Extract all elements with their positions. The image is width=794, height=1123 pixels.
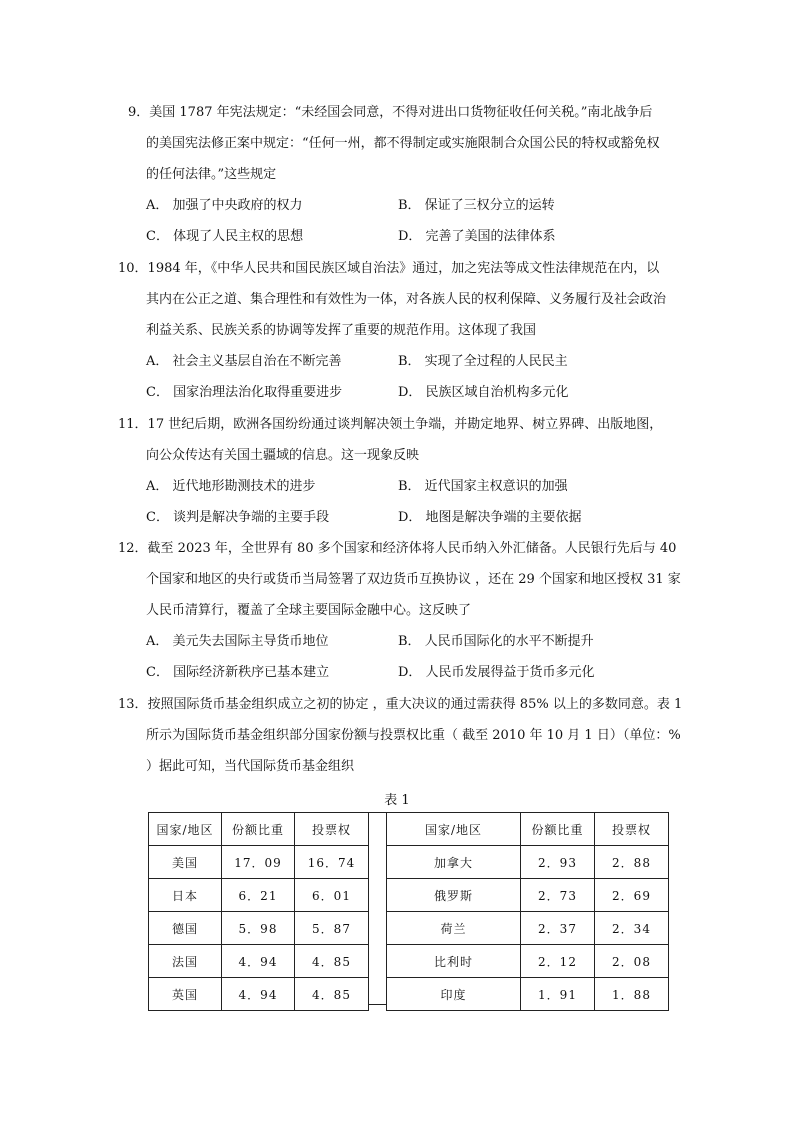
table-row: [149, 978, 369, 1011]
question-9: [118, 97, 678, 252]
quota-cell: 5．98: [222, 912, 295, 945]
country-cell: 印度: [387, 978, 521, 1011]
option-row: [118, 657, 678, 688]
table-row: [149, 879, 369, 912]
country-cell: 比利时: [387, 945, 521, 978]
vote-cell: 2．08: [595, 945, 669, 978]
vote-cell: 5．87: [295, 912, 369, 945]
question-text: 12．截至 2023 年，全世界有 80 多个国家和经济体将人民币纳入外汇储备。人民银行先后与 40: [118, 541, 677, 556]
quota-table-left: [148, 812, 369, 1011]
question-text: 向公众传达有关国土疆域的信息。这一现象反映: [146, 448, 420, 463]
option-row: [118, 221, 678, 252]
option-a: A． 社会主义基层自治在不断完善: [146, 354, 342, 369]
option-c: C． 体现了人民主权的思想: [146, 229, 304, 244]
question-text: 13．按照国际货币基金组织成立之初的协定 ，重大决议的通过需获得 85% 以上的多数同意。表 1: [118, 697, 683, 712]
table-row: [387, 912, 669, 945]
table-row: [149, 846, 369, 879]
question-text: 10．1984 年，《中华人民共和国民族区域自治法》通过，加之宪法等成文性法律规范在内，以: [118, 261, 660, 276]
header-cell: 份额比重: [222, 813, 295, 846]
option-d: D． 民族区域自治机构多元化: [398, 385, 569, 400]
option-b: B． 近代国家主权意识的加强: [398, 479, 568, 494]
table-header-row: [149, 813, 369, 846]
table-row: [387, 846, 669, 879]
vote-cell: 6．01: [295, 879, 369, 912]
quota-cell: 6．21: [222, 879, 295, 912]
question-text: 个国家和地区的央行或货币当局签署了双边货币互换协议 ，还在 29 个国家和地区授权 31 家: [146, 572, 681, 587]
table-row: [149, 912, 369, 945]
option-row: [118, 346, 678, 377]
question-text: 的任何法律。”这些规定: [146, 167, 277, 182]
option-c: C． 谈判是解决争端的主要手段: [146, 510, 330, 525]
vote-cell: 2．34: [595, 912, 669, 945]
option-d: D． 人民币发展得益于货币多元化: [398, 665, 595, 680]
option-a: A． 加强了中央政府的权力: [146, 198, 303, 213]
table-row: [387, 945, 669, 978]
question-text: 所示为国际货币基金组织部分国家份额与投票权比重（ 截至 2010 年 10 月 1 日）（单位：%: [146, 728, 681, 743]
table-header-row: [387, 813, 669, 846]
table-row: [387, 879, 669, 912]
question-text: 9．美国 1787 年宪法规定：“未经国会同意，不得对进出口货物征收任何关税。”南北战争后: [128, 105, 653, 120]
header-cell: 投票权: [595, 813, 669, 846]
question-10: [118, 253, 678, 408]
option-a: A． 美元失去国际主导货币地位: [146, 634, 329, 649]
vote-cell: 4．85: [295, 945, 369, 978]
option-b: B． 实现了全过程的人民民主: [398, 354, 568, 369]
question-text: 利益关系、民族关系的协调等发挥了重要的规范作用。这体现了我国: [146, 323, 537, 338]
option-c: C． 国际经济新秩序已基本建立: [146, 665, 330, 680]
vote-cell: 1．88: [595, 978, 669, 1011]
quota-cell: 2．73: [521, 879, 595, 912]
vote-cell: 2．88: [595, 846, 669, 879]
question-13: [118, 689, 683, 782]
vote-cell: 2．69: [595, 879, 669, 912]
option-b: B． 保证了三权分立的运转: [398, 198, 555, 213]
quota-cell: 2．37: [521, 912, 595, 945]
quota-cell: 4．94: [222, 945, 295, 978]
option-row: [118, 377, 678, 408]
header-cell: 国家/地区: [149, 813, 222, 846]
option-c: C． 国家治理法治化取得重要进步: [146, 385, 343, 400]
country-cell: 荷兰: [387, 912, 521, 945]
quota-cell: 4．94: [222, 978, 295, 1011]
question-text: 人民币清算行，覆盖了全球主要国际金融中心。这反映了: [146, 603, 472, 618]
option-row: [118, 626, 678, 657]
option-row: [118, 471, 678, 502]
vote-cell: 16．74: [295, 846, 369, 879]
country-cell: 德国: [149, 912, 222, 945]
option-a: A． 近代地形勘测技术的进步: [146, 479, 316, 494]
vote-cell: 4．85: [295, 978, 369, 1011]
country-cell: 英国: [149, 978, 222, 1011]
question-12: [118, 533, 681, 688]
table-row: [387, 978, 669, 1011]
question-11: [118, 409, 678, 533]
question-text: 的美国宪法修正案中规定：“任何一州，都不得制定或实施限制合众国公民的特权或豁免权: [146, 136, 660, 151]
country-cell: 俄罗斯: [387, 879, 521, 912]
question-text: ）据此可知，当代国际货币基金组织: [146, 759, 355, 774]
table-row: [149, 945, 369, 978]
country-cell: 日本: [149, 879, 222, 912]
quota-cell: 1．91: [521, 978, 595, 1011]
country-cell: 法国: [149, 945, 222, 978]
quota-cell: 2．12: [521, 945, 595, 978]
quota-cell: 17．09: [222, 846, 295, 879]
country-cell: 加拿大: [387, 846, 521, 879]
option-d: D． 完善了美国的法律体系: [398, 229, 556, 244]
question-text: 其内在公正之道、集合理性和有效性为一体，对各族人民的权利保障、义务履行及社会政治: [146, 292, 667, 307]
quota-cell: 2．93: [521, 846, 595, 879]
option-d: D． 地图是解决争端的主要依据: [398, 510, 582, 525]
option-row: [118, 502, 678, 533]
quota-table-right: [386, 812, 669, 1011]
table-caption: 表 1: [384, 793, 410, 808]
option-row: [118, 190, 678, 221]
header-cell: 国家/地区: [387, 813, 521, 846]
header-cell: 投票权: [295, 813, 369, 846]
option-b: B． 人民币国际化的水平不断提升: [398, 634, 594, 649]
header-cell: 份额比重: [521, 813, 595, 846]
question-text: 11．17 世纪后期，欧洲各国纷纷通过谈判解决领土争端，并勘定地界、树立界碑、出版地图，: [118, 417, 663, 432]
country-cell: 美国: [149, 846, 222, 879]
table-divider: [368, 812, 386, 1005]
